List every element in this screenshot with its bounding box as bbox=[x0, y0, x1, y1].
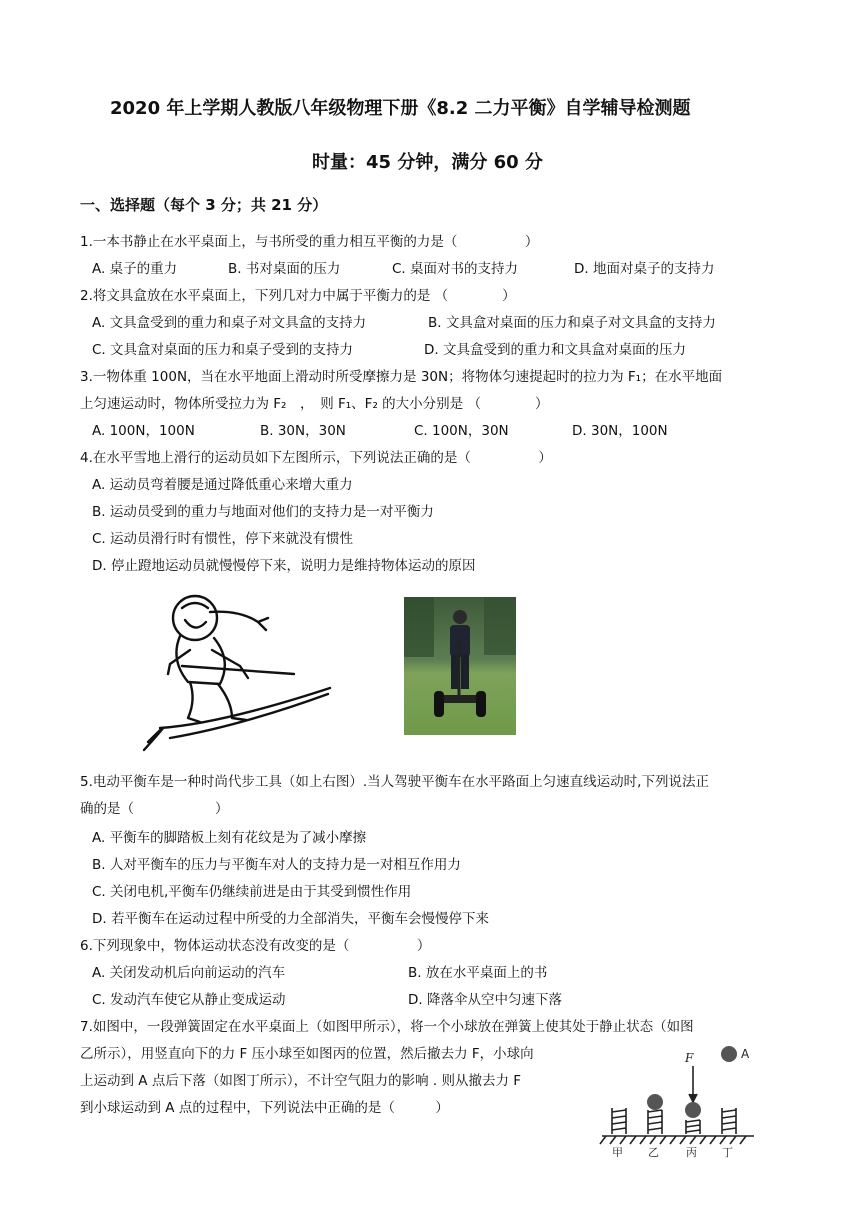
spring-figure bbox=[598, 1040, 760, 1160]
label-yi: 乙 bbox=[648, 1146, 659, 1159]
q4-option-d: D. 停止蹬地运动员就慢慢停下来，说明力是维持物体运动的原因 bbox=[92, 558, 476, 574]
question-7-line-4: 到小球运动到 A 点的过程中，下列说法中正确的是（ ） bbox=[80, 1100, 449, 1116]
question-3-line-2: 上匀速运动时，物体所受拉力为 F₂ ， 则 F₁、F₂ 的大小分别是 （ ） bbox=[80, 396, 549, 412]
section-heading: 一、选择题（每个 3 分；共 21 分） bbox=[80, 196, 328, 214]
question-1: 1.一本书静止在水平桌面上，与书所受的重力相互平衡的力是（ ） bbox=[80, 234, 539, 250]
question-7-line-2: 乙所示），用竖直向下的力 F 压小球至如图丙的位置，然后撤去力 F，小球向 bbox=[80, 1046, 534, 1062]
page-subtitle: 时量：45 分钟，满分 60 分 bbox=[312, 152, 543, 173]
q4-option-a: A. 运动员弯着腰是通过降低重心来增大重力 bbox=[92, 477, 353, 493]
page-title: 2020 年上学期人教版八年级物理下册《8.2 二力平衡》自学辅导检测题 bbox=[110, 98, 691, 119]
q6-option-c: C. 发动汽车使它从静止变成运动 bbox=[92, 992, 286, 1008]
q2-option-a: A. 文具盒受到的重力和桌子对文具盒的支持力 bbox=[92, 315, 367, 331]
skier-illustration bbox=[140, 590, 340, 752]
q6-option-d: D. 降落伞从空中匀速下落 bbox=[408, 992, 562, 1008]
question-5-line-1: 5.电动平衡车是一种时尚代步工具（如上右图）.当人驾驶平衡车在水平路面上匀速直线运动时,下列说法正 bbox=[80, 774, 709, 790]
q5-option-a: A. 平衡车的脚踏板上刻有花纹是为了减小摩擦 bbox=[92, 830, 367, 846]
q3-option-c: C. 100N，30N bbox=[414, 423, 509, 439]
q2-option-d: D. 文具盒受到的重力和文具盒对桌面的压力 bbox=[424, 342, 686, 358]
label-bing: 丙 bbox=[686, 1146, 697, 1159]
q6-option-a: A. 关闭发动机后向前运动的汽车 bbox=[92, 965, 286, 981]
q5-option-b: B. 人对平衡车的压力与平衡车对人的支持力是一对相互作用力 bbox=[92, 857, 461, 873]
q2-option-c: C. 文具盒对桌面的压力和桌子受到的支持力 bbox=[92, 342, 354, 358]
q4-option-b: B. 运动员受到的重力与地面对他们的支持力是一对平衡力 bbox=[92, 504, 434, 520]
q6-option-b: B. 放在水平桌面上的书 bbox=[408, 965, 548, 981]
q1-option-a: A. 桌子的重力 bbox=[92, 261, 178, 277]
q5-option-d: D. 若平衡车在运动过程中所受的力全部消失，平衡车会慢慢停下来 bbox=[92, 911, 489, 927]
q1-option-c: C. 桌面对书的支持力 bbox=[392, 261, 519, 277]
q5-option-c: C. 关闭电机,平衡车仍继续前进是由于其受到惯性作用 bbox=[92, 884, 412, 900]
q2-option-b: B. 文具盒对桌面的压力和桌子对文具盒的支持力 bbox=[428, 315, 716, 331]
label-ding: 丁 bbox=[722, 1146, 733, 1159]
question-7-line-3: 上运动到 A 点后下落（如图丁所示），不计空气阻力的影响 . 则从撤去力 F bbox=[80, 1073, 521, 1089]
question-6: 6.下列现象中，物体运动状态没有改变的是（ ） bbox=[80, 938, 431, 954]
question-5-line-2: 确的是（ ） bbox=[80, 801, 229, 817]
question-4: 4.在水平雪地上滑行的运动员如下左图所示，下列说法正确的是（ ） bbox=[80, 450, 552, 466]
q3-option-a: A. 100N，100N bbox=[92, 423, 195, 439]
segway-photo bbox=[404, 597, 516, 735]
question-7-line-1: 7.如图中，一段弹簧固定在水平桌面上（如图甲所示），将一个小球放在弹簧上使其处于静止状态（如图 bbox=[80, 1019, 694, 1035]
q1-option-d: D. 地面对桌子的支持力 bbox=[574, 261, 715, 277]
question-3-line-1: 3.一物体重 100N，当在水平地面上滑动时所受摩擦力是 30N；将物体匀速提起时的拉力为 F₁；在水平地面 bbox=[80, 369, 723, 385]
point-a-label: A bbox=[741, 1047, 750, 1061]
force-label: F bbox=[685, 1051, 694, 1065]
q1-option-b: B. 书对桌面的压力 bbox=[228, 261, 341, 277]
label-jia: 甲 bbox=[612, 1146, 623, 1159]
q4-option-c: C. 运动员滑行时有惯性，停下来就没有惯性 bbox=[92, 531, 354, 547]
q3-option-d: D. 30N，100N bbox=[572, 423, 668, 439]
q3-option-b: B. 30N，30N bbox=[260, 423, 346, 439]
question-2: 2.将文具盒放在水平桌面上，下列几对力中属于平衡力的是 （ ） bbox=[80, 288, 516, 304]
